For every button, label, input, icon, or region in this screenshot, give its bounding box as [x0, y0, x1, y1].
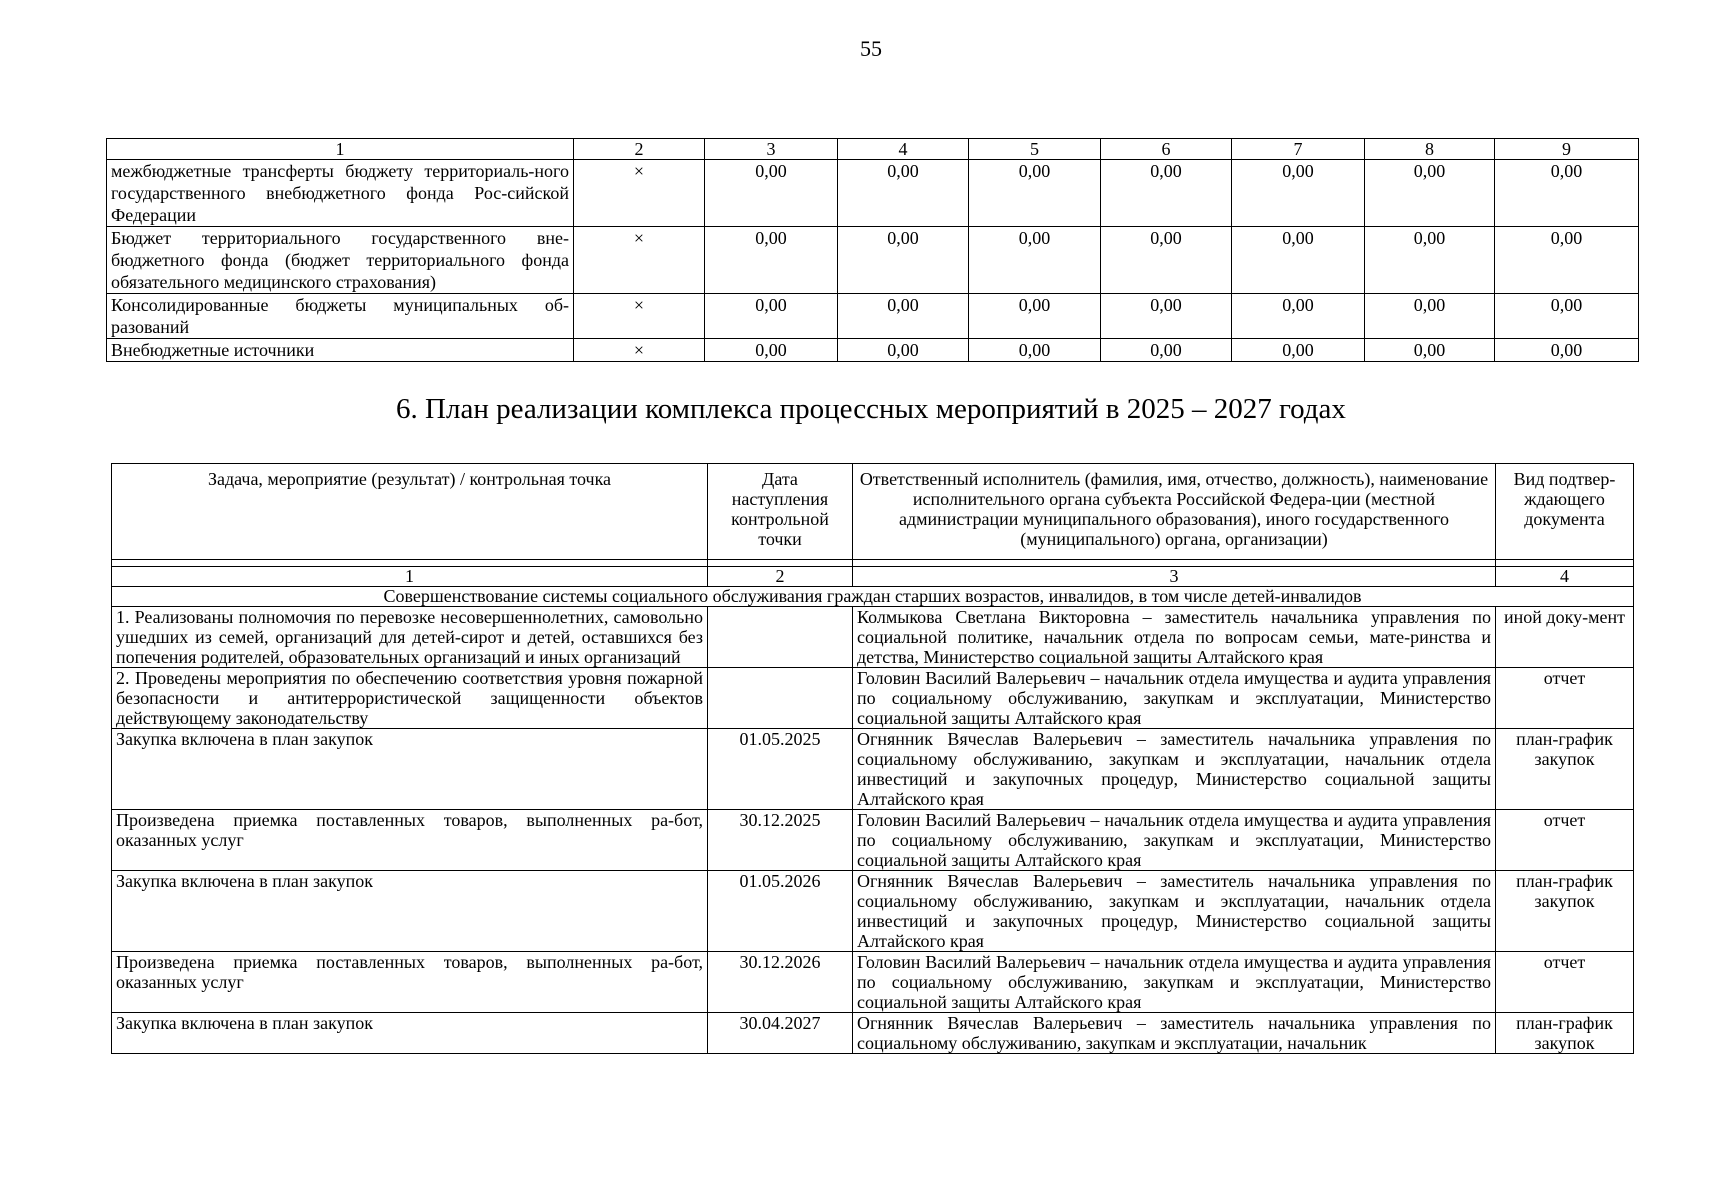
budget-value: 0,00: [969, 294, 1101, 339]
budget-value: 0,00: [838, 227, 969, 294]
date-cell: 30.04.2027: [708, 1013, 853, 1054]
date-cell: 01.05.2025: [708, 729, 853, 810]
header-gap: [112, 560, 1634, 567]
budget-value: 0,00: [705, 294, 838, 339]
budget-value: 0,00: [1365, 294, 1495, 339]
task-cell: Закупка включена в план закупок: [112, 1013, 708, 1054]
document-cell: иной доку-мент: [1496, 607, 1634, 668]
table-row: [107, 227, 1639, 294]
task-cell: Произведена приемка поставленных товаров, выполненных ра-бот, оказанных услуг: [112, 810, 708, 871]
task-cell: Закупка включена в план закупок: [112, 729, 708, 810]
table-row: [107, 294, 1639, 339]
table-row: [107, 339, 1639, 362]
budget-mark: ×: [574, 227, 705, 294]
table-row: [112, 729, 1634, 810]
budget-col-index: 9: [1495, 139, 1639, 160]
budget-value: 0,00: [838, 294, 969, 339]
budget-value: 0,00: [1365, 160, 1495, 227]
date-cell: 01.05.2026: [708, 871, 853, 952]
budget-value: 0,00: [1495, 160, 1639, 227]
section-title: 6. План реализации комплекса процессных мероприятий в 2025 – 2027 годах: [396, 393, 1346, 425]
page-number: 55: [860, 36, 882, 61]
header-date: Дата наступления контрольной точки: [708, 464, 853, 560]
section-heading: Совершенствование системы социального обслуживания граждан старших возрастов, инвалидов, в том числе детей-инвалидов: [112, 587, 1634, 607]
date-cell: 30.12.2025: [708, 810, 853, 871]
budget-mark: ×: [574, 294, 705, 339]
budget-value: 0,00: [1232, 339, 1365, 362]
column-index: 2: [708, 567, 853, 587]
budget-mark: ×: [574, 160, 705, 227]
budget-value: 0,00: [1232, 294, 1365, 339]
table-row: [112, 952, 1634, 1013]
plan-table-index-row: [112, 567, 1634, 587]
budget-source-label: межбюджетные трансферты бюджету территориаль-ного государственного внебюджетного фонда Рос-сийской Федерации: [107, 160, 574, 227]
column-index: 4: [1496, 567, 1634, 587]
header-task: Задача, мероприятие (результат) / контрольная точка: [112, 464, 708, 560]
budget-col-index: 5: [969, 139, 1101, 160]
date-cell: 30.12.2026: [708, 952, 853, 1013]
budget-value: 0,00: [1495, 227, 1639, 294]
budget-value: 0,00: [1365, 227, 1495, 294]
budget-value: 0,00: [1101, 227, 1232, 294]
date-cell: [708, 607, 853, 668]
document-cell: план-график закупок: [1496, 871, 1634, 952]
responsible-cell: Головин Василий Валерьевич – начальник отдела имущества и аудита управления по социальному обслуживанию, закупкам и эксплуатации, Министерство социальной защиты Алтайского края: [853, 952, 1496, 1013]
responsible-cell: Головин Василий Валерьевич – начальник отдела имущества и аудита управления по социальному обслуживанию, закупкам и эксплуатации, Министерство социальной защиты Алтайского края: [853, 668, 1496, 729]
budget-value: 0,00: [1101, 160, 1232, 227]
budget-value: 0,00: [1101, 339, 1232, 362]
budget-value: 0,00: [969, 160, 1101, 227]
column-index: 3: [853, 567, 1496, 587]
budget-table-header-row: [107, 139, 1639, 160]
budget-value: 0,00: [1495, 339, 1639, 362]
budget-value: 0,00: [705, 227, 838, 294]
budget-value: 0,00: [1365, 339, 1495, 362]
budget-value: 0,00: [969, 227, 1101, 294]
budget-source-label: Внебюджетные источники: [107, 339, 574, 362]
task-cell: 1. Реализованы полномочия по перевозке несовершеннолетних, самовольно ушедших из семей, организаций для детей-сирот и детей, оставшихся без попечения родителей, образовательных организаций и иных организаций: [112, 607, 708, 668]
budget-col-index: 7: [1232, 139, 1365, 160]
budget-value: 0,00: [1101, 294, 1232, 339]
section-row: [112, 587, 1634, 607]
document-cell: отчет: [1496, 668, 1634, 729]
budget-table: [106, 138, 1639, 362]
budget-mark: ×: [574, 339, 705, 362]
budget-value: 0,00: [1232, 160, 1365, 227]
table-row: [112, 668, 1634, 729]
responsible-cell: Головин Василий Валерьевич – начальник отдела имущества и аудита управления по социальному обслуживанию, закупкам и эксплуатации, Министерство социальной защиты Алтайского края: [853, 810, 1496, 871]
header-document: Вид подтвер-ждающего документа: [1496, 464, 1634, 560]
header-responsible: Ответственный исполнитель (фамилия, имя, отчество, должность), наименование исполнительного органа субъекта Российской Федера-ции (местной администрации муниципального образования), иного государственного (муниципального) органа, организации): [853, 464, 1496, 560]
column-index: 1: [112, 567, 708, 587]
responsible-cell: Колмыкова Светлана Викторовна – заместитель начальника управления по социальной политике, начальник отдела по вопросам семьи, мате-ринства и детства, Министерство социальной защиты Алтайского края: [853, 607, 1496, 668]
budget-col-index: 8: [1365, 139, 1495, 160]
budget-value: 0,00: [705, 160, 838, 227]
budget-source-label: Консолидированные бюджеты муниципальных об-разований: [107, 294, 574, 339]
budget-value: 0,00: [1232, 227, 1365, 294]
table-row: [112, 607, 1634, 668]
budget-value: 0,00: [838, 160, 969, 227]
responsible-cell: Огнянник Вячеслав Валерьевич – заместитель начальника управления по социальному обслуживанию, закупкам и эксплуатации, начальник отдела инвестиций и закупочных процедур, Министерство социальной защиты Алтайского края: [853, 729, 1496, 810]
budget-source-label: Бюджет территориального государственного вне-бюджетного фонда (бюджет территориального фонда обязательного медицинского страхования): [107, 227, 574, 294]
responsible-cell: Огнянник Вячеслав Валерьевич – заместитель начальника управления по социальному обслуживанию, закупкам и эксплуатации, начальник: [853, 1013, 1496, 1054]
plan-table-header-row: [112, 464, 1634, 560]
table-row: [112, 871, 1634, 952]
task-cell: Произведена приемка поставленных товаров, выполненных ра-бот, оказанных услуг: [112, 952, 708, 1013]
document-cell: отчет: [1496, 810, 1634, 871]
responsible-cell: Огнянник Вячеслав Валерьевич – заместитель начальника управления по социальному обслуживанию, закупкам и эксплуатации, начальник отдела инвестиций и закупочных процедур, Министерство социальной защиты Алтайского края: [853, 871, 1496, 952]
budget-col-index: 2: [574, 139, 705, 160]
table-row: [112, 810, 1634, 871]
document-cell: отчет: [1496, 952, 1634, 1013]
budget-col-index: 1: [107, 139, 574, 160]
budget-col-index: 4: [838, 139, 969, 160]
table-row: [107, 160, 1639, 227]
budget-col-index: 6: [1101, 139, 1232, 160]
task-cell: Закупка включена в план закупок: [112, 871, 708, 952]
budget-value: 0,00: [969, 339, 1101, 362]
budget-value: 0,00: [705, 339, 838, 362]
task-cell: 2. Проведены мероприятия по обеспечению соответствия уровня пожарной безопасности и антитеррористической защищенности объектов действующему законодательству: [112, 668, 708, 729]
budget-col-index: 3: [705, 139, 838, 160]
table-row: [112, 1013, 1634, 1054]
budget-value: 0,00: [1495, 294, 1639, 339]
budget-value: 0,00: [838, 339, 969, 362]
document-cell: план-график закупок: [1496, 729, 1634, 810]
plan-table: [111, 463, 1634, 1054]
document-cell: план-график закупок: [1496, 1013, 1634, 1054]
date-cell: [708, 668, 853, 729]
